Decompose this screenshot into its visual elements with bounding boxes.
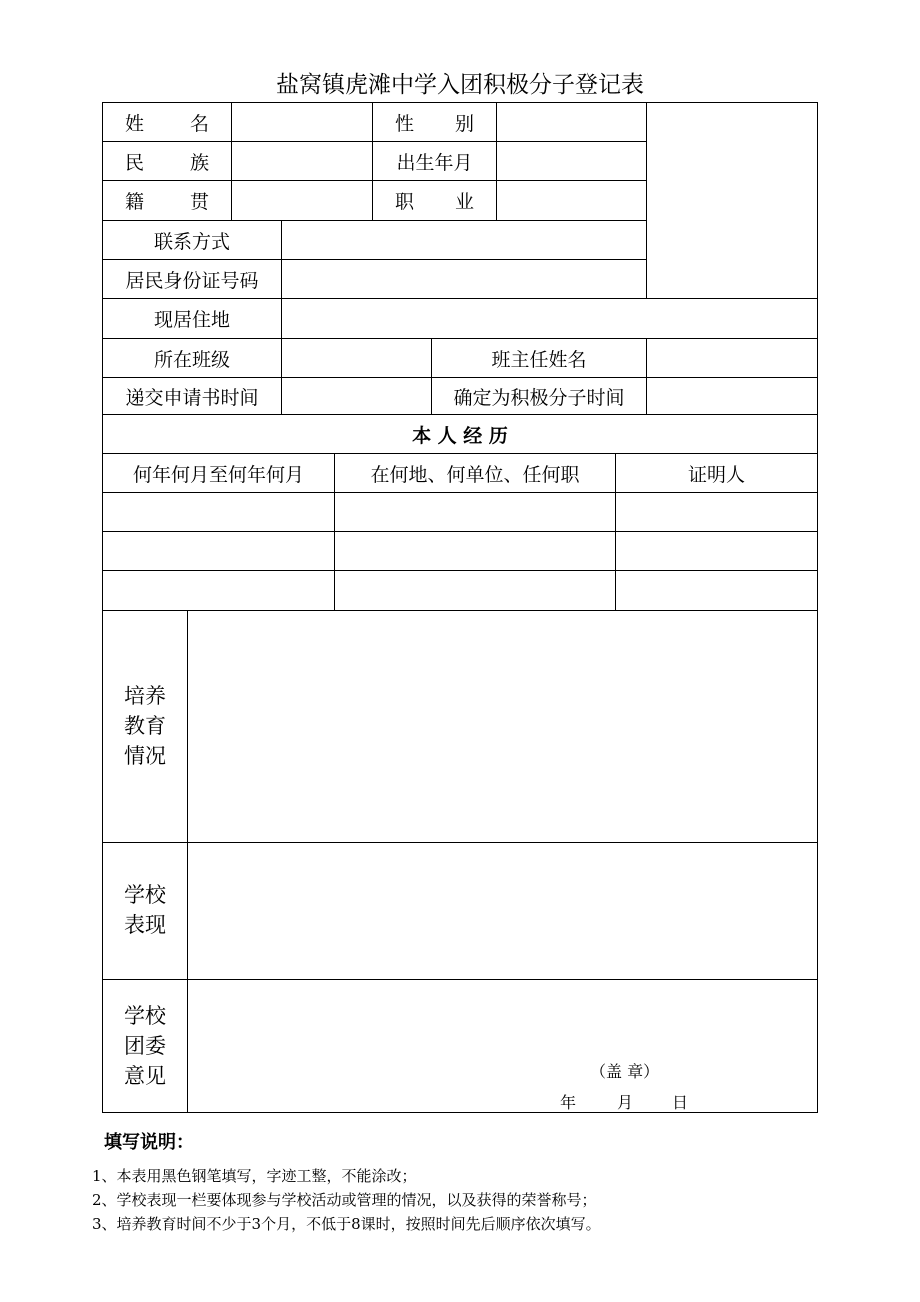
input-apply-time[interactable] [282,378,431,414]
input-id-number[interactable] [282,260,646,298]
date-month: 月 [617,1093,634,1112]
label-teacher: 班主任姓名 [491,348,587,371]
input-opinion[interactable] [188,980,817,1112]
input-birth[interactable] [497,142,646,180]
input-name[interactable] [232,103,372,141]
label-opinion: 学校 团委 意见 [124,1004,166,1088]
notes-title: 填写说明： [104,1132,194,1153]
label-performance: 学校 表现 [124,883,166,937]
label-occupation: 职 业 [395,191,474,213]
experience-col-position: 在何地、何单位、任何职 [370,463,580,486]
label-active-time: 确定为积极分子时间 [453,386,625,409]
input-teacher[interactable] [647,339,817,377]
label-gender: 性 别 [395,112,474,135]
input-training[interactable] [188,611,817,842]
photo-box[interactable] [647,103,817,298]
label-birth: 出生年月 [396,151,473,174]
note-item: 2、学校表现一栏要体现参与学校活动或管理的情况，以及获得的荣誉称号； [92,1191,597,1209]
label-contact: 联系方式 [153,230,230,253]
input-performance[interactable] [188,843,817,979]
input-gender[interactable] [497,103,646,141]
label-native-place: 籍 贯 [125,191,209,213]
input-address[interactable] [282,299,817,338]
label-training: 培养 教育 情况 [124,684,166,768]
label-apply-time: 递交申请书时间 [125,386,259,409]
experience-row[interactable] [103,493,817,531]
input-class[interactable] [282,339,431,377]
experience-col-witness: 证明人 [687,463,745,486]
label-ethnicity: 民 族 [125,151,209,174]
date-year: 年 [560,1093,577,1112]
seal-label: （盖 章） [590,1062,660,1081]
label-name: 姓 名 [125,112,209,135]
input-active-time[interactable] [647,378,817,414]
experience-col-period: 何年何月至何年何月 [132,463,304,486]
label-id-number: 居民身份证号码 [125,269,259,292]
experience-header: 本 人 经 历 [412,424,508,447]
form-title: 盐窝镇虎滩中学入团积极分子登记表 [276,72,644,98]
input-ethnicity[interactable] [232,142,372,180]
input-native-place[interactable] [232,181,372,220]
label-class: 所在班级 [153,348,230,371]
note-item: 1、本表用黑色钢笔填写，字迹工整，不能涂改； [92,1167,417,1185]
label-address: 现居住地 [153,309,230,331]
input-contact[interactable] [282,221,646,259]
experience-row[interactable] [103,571,817,610]
input-occupation[interactable] [497,181,646,220]
note-item: 3、培养教育时间不少于3个月，不低于8课时，按照时间先后顺序依次填写。 [92,1215,601,1233]
experience-row[interactable] [103,532,817,570]
date-day: 日 [672,1093,689,1112]
